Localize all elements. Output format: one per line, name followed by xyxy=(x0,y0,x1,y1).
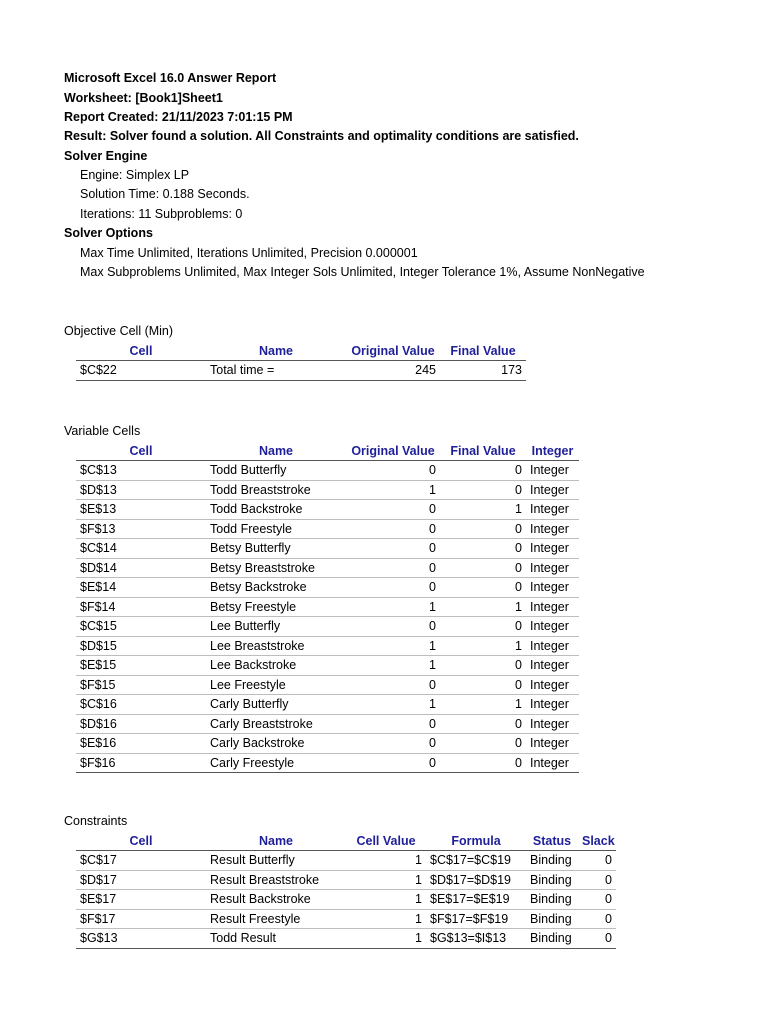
column-header: Final Value xyxy=(440,342,526,361)
cell-name: Todd Result xyxy=(206,929,346,949)
final-value: 0 xyxy=(440,617,526,637)
table-header-row xyxy=(76,342,526,361)
cell-ref: $E$14 xyxy=(76,578,206,598)
original-value: 1 xyxy=(346,597,440,617)
report-created: Report Created: 21/11/2023 7:01:15 PM xyxy=(64,110,293,124)
cell-ref: $E$15 xyxy=(76,656,206,676)
cell-name: Carly Freestyle xyxy=(206,753,346,773)
slack: 0 xyxy=(578,870,616,890)
original-value: 0 xyxy=(346,461,440,481)
cell-value: 1 xyxy=(346,929,426,949)
cell-name: Carly Backstroke xyxy=(206,734,346,754)
objective-heading: Objective Cell (Min) xyxy=(64,324,174,338)
cell-name: Carly Breaststroke xyxy=(206,714,346,734)
slack: 0 xyxy=(578,851,616,871)
variables-heading: Variable Cells xyxy=(64,424,141,438)
final-value: 0 xyxy=(440,734,526,754)
status: Binding xyxy=(526,890,578,910)
cell-name: Lee Freestyle xyxy=(206,675,346,695)
integer-type: Integer xyxy=(526,519,579,539)
cell-name: Todd Butterfly xyxy=(206,461,346,481)
original-value: 0 xyxy=(346,617,440,637)
table-row xyxy=(76,675,579,695)
final-value: 1 xyxy=(440,695,526,715)
iterations: Iterations: 11 Subproblems: 0 xyxy=(80,207,243,221)
integer-type: Integer xyxy=(526,578,579,598)
objective-table xyxy=(76,342,526,381)
formula: $F$17=$F$19 xyxy=(426,909,526,929)
final-value: 1 xyxy=(440,636,526,656)
cell-value: 1 xyxy=(346,870,426,890)
options-line-2: Max Subproblems Unlimited, Max Integer Sols Unlimited, Integer Tolerance 1%, Assume NonNegative xyxy=(80,265,645,279)
final-value: 0 xyxy=(440,480,526,500)
table-row xyxy=(76,597,579,617)
cell-value: 1 xyxy=(346,909,426,929)
original-value: 1 xyxy=(346,636,440,656)
table-row xyxy=(76,636,579,656)
formula: $G$13=$I$13 xyxy=(426,929,526,949)
integer-type: Integer xyxy=(526,461,579,481)
column-header: Final Value xyxy=(440,442,526,461)
cell-ref: $C$16 xyxy=(76,695,206,715)
original-value: 245 xyxy=(346,361,440,381)
slack: 0 xyxy=(578,929,616,949)
cell-name: Result Butterfly xyxy=(206,851,346,871)
final-value: 0 xyxy=(440,656,526,676)
original-value: 0 xyxy=(346,558,440,578)
table-row xyxy=(76,500,579,520)
cell-ref: $D$15 xyxy=(76,636,206,656)
final-value: 0 xyxy=(440,675,526,695)
integer-type: Integer xyxy=(526,558,579,578)
constraints-heading: Constraints xyxy=(64,814,128,828)
slack: 0 xyxy=(578,909,616,929)
final-value: 0 xyxy=(440,461,526,481)
cell-name: Todd Backstroke xyxy=(206,500,346,520)
final-value: 0 xyxy=(440,539,526,559)
cell-ref: $C$13 xyxy=(76,461,206,481)
cell-name: Carly Butterfly xyxy=(206,695,346,715)
original-value: 0 xyxy=(346,675,440,695)
table-row xyxy=(76,851,616,871)
column-header: Original Value xyxy=(346,442,440,461)
cell-name: Betsy Butterfly xyxy=(206,539,346,559)
final-value: 0 xyxy=(440,753,526,773)
cell-ref: $F$15 xyxy=(76,675,206,695)
table-header-row xyxy=(76,442,579,461)
table-row xyxy=(76,361,526,381)
table-row xyxy=(76,617,579,637)
column-header: Original Value xyxy=(346,342,440,361)
final-value: 0 xyxy=(440,714,526,734)
cell-ref: $E$17 xyxy=(76,890,206,910)
table-row xyxy=(76,578,579,598)
formula: $D$17=$D$19 xyxy=(426,870,526,890)
cell-ref: $F$16 xyxy=(76,753,206,773)
cell-ref: $D$16 xyxy=(76,714,206,734)
table-row xyxy=(76,890,616,910)
integer-type: Integer xyxy=(526,597,579,617)
table-row xyxy=(76,695,579,715)
cell-name: Todd Freestyle xyxy=(206,519,346,539)
final-value: 173 xyxy=(440,361,526,381)
constraints-table xyxy=(76,832,616,949)
report-title: Microsoft Excel 16.0 Answer Report xyxy=(64,71,277,85)
cell-value: 1 xyxy=(346,851,426,871)
column-header: Name xyxy=(206,442,346,461)
cell-name: Lee Backstroke xyxy=(206,656,346,676)
original-value: 0 xyxy=(346,519,440,539)
cell-ref: $C$15 xyxy=(76,617,206,637)
solution-time: Solution Time: 0.188 Seconds. xyxy=(80,187,250,201)
original-value: 0 xyxy=(346,539,440,559)
formula: $E$17=$E$19 xyxy=(426,890,526,910)
integer-type: Integer xyxy=(526,714,579,734)
cell-name: Todd Breaststroke xyxy=(206,480,346,500)
integer-type: Integer xyxy=(526,480,579,500)
column-header: Cell xyxy=(76,342,206,361)
status: Binding xyxy=(526,909,578,929)
table-row xyxy=(76,539,579,559)
table-row xyxy=(76,714,579,734)
cell-name: Betsy Freestyle xyxy=(206,597,346,617)
cell-name: Betsy Backstroke xyxy=(206,578,346,598)
solver-options-heading: Solver Options xyxy=(64,226,153,240)
column-header: Cell Value xyxy=(346,832,426,851)
cell-ref: $E$13 xyxy=(76,500,206,520)
column-header: Integer xyxy=(526,442,579,461)
cell-ref: $D$17 xyxy=(76,870,206,890)
original-value: 0 xyxy=(346,734,440,754)
table-header-row xyxy=(76,832,616,851)
integer-type: Integer xyxy=(526,734,579,754)
original-value: 1 xyxy=(346,656,440,676)
slack: 0 xyxy=(578,890,616,910)
status: Binding xyxy=(526,851,578,871)
cell-ref: $F$17 xyxy=(76,909,206,929)
column-header: Slack xyxy=(578,832,616,851)
cell-name: Lee Butterfly xyxy=(206,617,346,637)
cell-name: Result Breaststroke xyxy=(206,870,346,890)
integer-type: Integer xyxy=(526,675,579,695)
column-header: Formula xyxy=(426,832,526,851)
cell-ref: $C$22 xyxy=(76,361,206,381)
status: Binding xyxy=(526,870,578,890)
integer-type: Integer xyxy=(526,500,579,520)
cell-ref: $C$17 xyxy=(76,851,206,871)
original-value: 0 xyxy=(346,500,440,520)
cell-ref: $F$14 xyxy=(76,597,206,617)
cell-ref: $G$13 xyxy=(76,929,206,949)
variables-table xyxy=(76,442,579,773)
final-value: 0 xyxy=(440,519,526,539)
table-row xyxy=(76,519,579,539)
original-value: 1 xyxy=(346,695,440,715)
integer-type: Integer xyxy=(526,636,579,656)
integer-type: Integer xyxy=(526,695,579,715)
final-value: 1 xyxy=(440,500,526,520)
solver-engine-heading: Solver Engine xyxy=(64,149,148,163)
cell-ref: $E$16 xyxy=(76,734,206,754)
result-message: Result: Solver found a solution. All Constraints and optimality conditions are satisfied. xyxy=(64,129,579,143)
column-header: Name xyxy=(206,832,346,851)
cell-name: Result Backstroke xyxy=(206,890,346,910)
table-row xyxy=(76,734,579,754)
original-value: 0 xyxy=(346,578,440,598)
cell-name: Lee Breaststroke xyxy=(206,636,346,656)
table-row xyxy=(76,461,579,481)
cell-ref: $D$13 xyxy=(76,480,206,500)
column-header: Cell xyxy=(76,832,206,851)
worksheet-label: Worksheet: [Book1]Sheet1 xyxy=(64,91,223,105)
table-row xyxy=(76,753,579,773)
cell-ref: $C$14 xyxy=(76,539,206,559)
column-header: Name xyxy=(206,342,346,361)
integer-type: Integer xyxy=(526,753,579,773)
integer-type: Integer xyxy=(526,656,579,676)
cell-value: 1 xyxy=(346,890,426,910)
original-value: 1 xyxy=(346,480,440,500)
table-row xyxy=(76,909,616,929)
cell-ref: $D$14 xyxy=(76,558,206,578)
table-row xyxy=(76,480,579,500)
options-line-1: Max Time Unlimited, Iterations Unlimited, Precision 0.000001 xyxy=(80,246,418,260)
final-value: 0 xyxy=(440,578,526,598)
engine-type: Engine: Simplex LP xyxy=(80,168,190,182)
column-header: Cell xyxy=(76,442,206,461)
final-value: 0 xyxy=(440,558,526,578)
integer-type: Integer xyxy=(526,617,579,637)
final-value: 1 xyxy=(440,597,526,617)
table-row xyxy=(76,558,579,578)
table-row xyxy=(76,929,616,949)
cell-name: Betsy Breaststroke xyxy=(206,558,346,578)
cell-ref: $F$13 xyxy=(76,519,206,539)
column-header: Status xyxy=(526,832,578,851)
original-value: 0 xyxy=(346,714,440,734)
cell-name: Result Freestyle xyxy=(206,909,346,929)
original-value: 0 xyxy=(346,753,440,773)
status: Binding xyxy=(526,929,578,949)
formula: $C$17=$C$19 xyxy=(426,851,526,871)
integer-type: Integer xyxy=(526,539,579,559)
cell-name: Total time = xyxy=(206,361,346,381)
table-row xyxy=(76,870,616,890)
table-row xyxy=(76,656,579,676)
